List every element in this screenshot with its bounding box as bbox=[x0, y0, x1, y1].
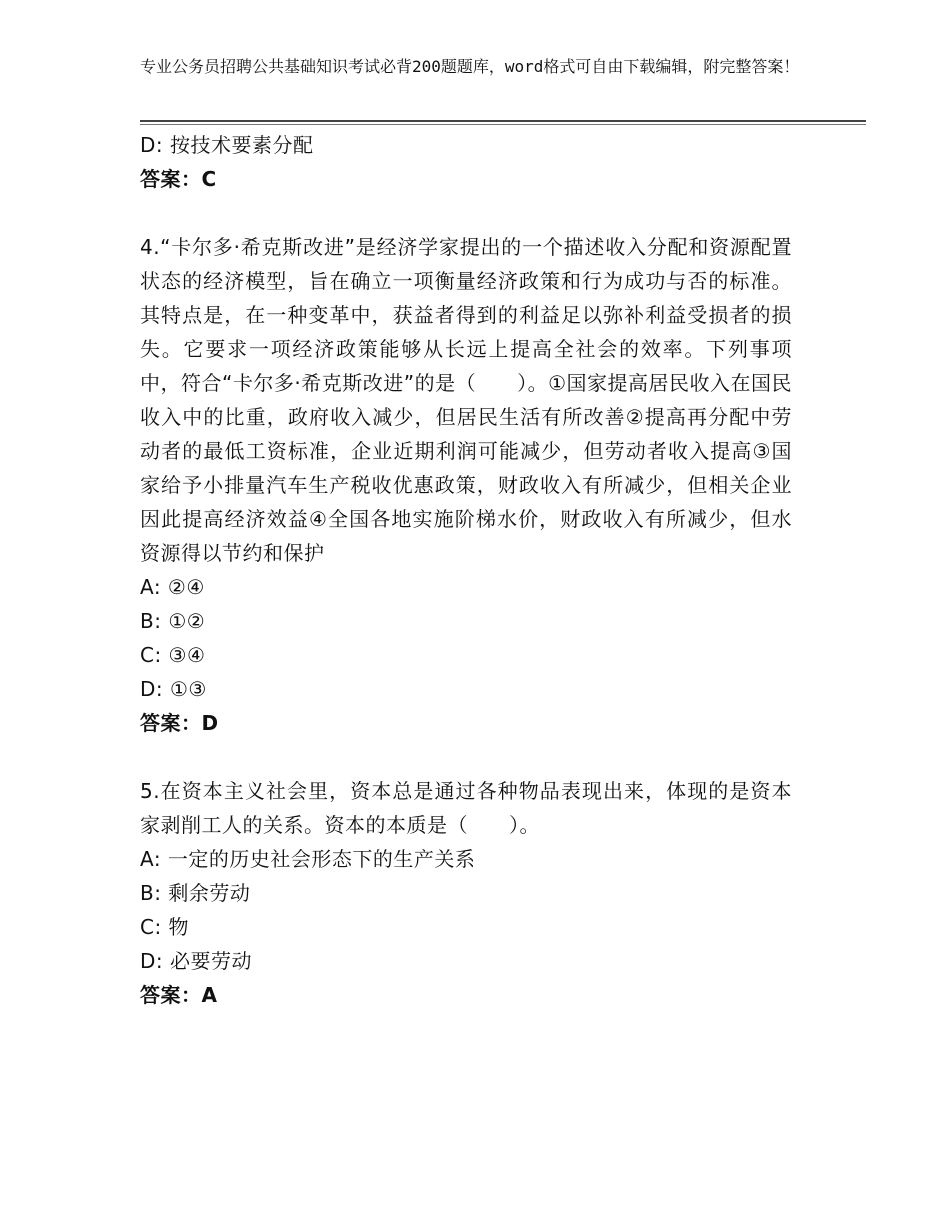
question-4-option-c: C: ③④ bbox=[140, 643, 206, 667]
question-5-option-b: B: 剩余劳动 bbox=[140, 881, 251, 905]
question-4-answer: 答案：D bbox=[140, 711, 219, 735]
document-body bbox=[140, 128, 800, 1012]
question-4-option-a: A: ②④ bbox=[140, 575, 205, 599]
prev-question-option-d: D: 按技术要素分配 bbox=[140, 133, 314, 157]
spacer bbox=[140, 196, 800, 230]
question-5-option-c: C: 物 bbox=[140, 915, 190, 939]
question-4-stem: 4.“卡尔多·希克斯改进”是经济学家提出的一个描述收入分配和资源配置状态的经济模型，旨在确立一项衡量经济政策和行为成功与否的标准。其特点是，在一种变革中，获益者得到的利益足以弥补利益受损者的损失。它要求一项经济政策能够从长远上提高全社会的效率。下列事项中，符合“卡尔多·希克斯改进”的是（ ）。①国家提高居民收入在国民收入中的比重，政府收入减少，但居民生活有所改善②提高再分配中劳动者的最低工资标准，企业近期利润可能减少，但劳动者收入提高③国家给予小排量汽车生产税收优惠政策，财政收入有所减少，但相关企业因此提高经济效益④全国各地实施阶梯水价，财政收入有所减少，但水资源得以节约和保护 bbox=[140, 235, 793, 565]
question-5-answer: 答案：A bbox=[140, 983, 218, 1007]
prev-question-answer: 答案：C bbox=[140, 167, 217, 191]
question-4-option-b: B: ①② bbox=[140, 609, 206, 633]
question-4-option-d: D: ①③ bbox=[140, 677, 207, 701]
header-rule-thin bbox=[140, 124, 866, 125]
question-5-option-a: A: 一定的历史社会形态下的生产关系 bbox=[140, 847, 476, 871]
question-5-stem: 5.在资本主义社会里，资本总是通过各种物品表现出来，体现的是资本家剥削工人的关系。资本的本质是（ ）。 bbox=[140, 779, 792, 837]
header-rule-thick bbox=[140, 120, 866, 122]
spacer bbox=[140, 740, 800, 774]
page-header: 专业公务员招聘公共基础知识考试必背200题题库，word格式可自由下载编辑，附完整答案！ bbox=[140, 57, 800, 76]
question-5-option-d: D: 必要劳动 bbox=[140, 949, 252, 973]
